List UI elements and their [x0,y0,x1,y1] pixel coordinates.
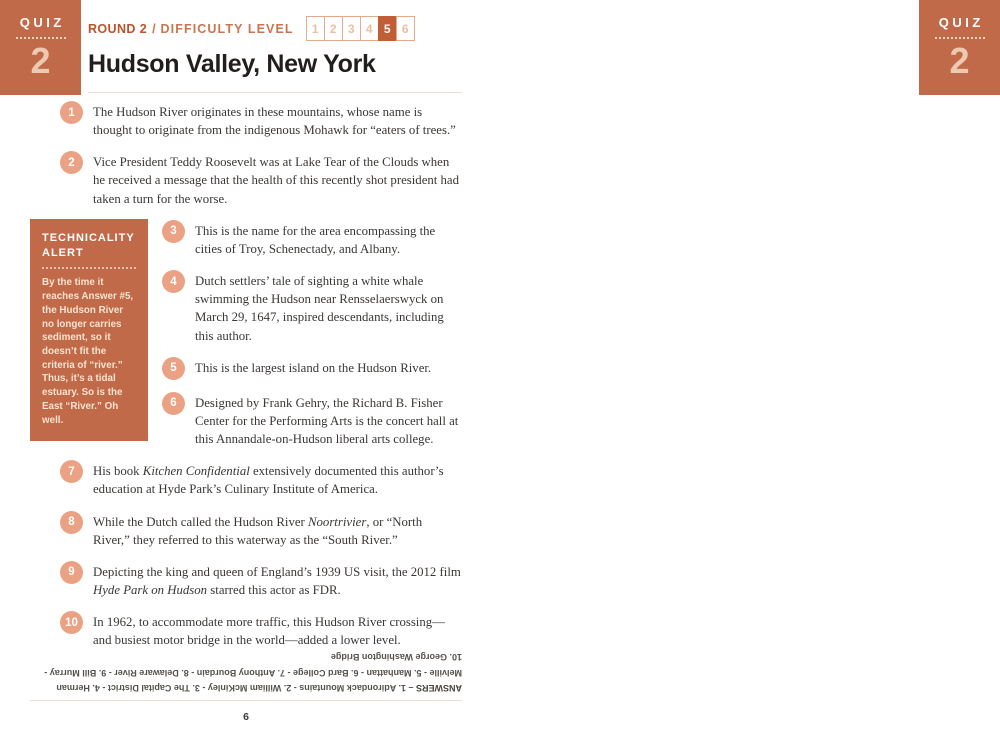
page-title: Hudson Valley, New York [88,50,376,78]
question-text: While the Dutch called the Hudson River Noortrivier, or “North River,” they referred to this waterway as the “South River.” [93,514,423,547]
question-number-badge: 4 [162,270,185,293]
question-4 [162,269,462,345]
question-number-badge: 3 [162,220,185,243]
round-line [88,16,462,41]
question-text: This is the name for the area encompassing the cities of Troy, Schenectady, and Albany. [195,223,436,256]
question-number-badge: 9 [60,561,83,584]
answers-block-upside-down [30,645,462,695]
quiz-number: 2 [30,40,51,82]
question-number-badge: 8 [60,511,83,534]
question-10 [60,610,462,649]
question-text: Designed by Frank Gehry, the Richard B. Fisher Center for the Performing Arts is the concert hall at this Annandale-on-Hudson liberal arts college. [195,395,459,447]
question-number-badge: 5 [162,357,185,380]
question-9 [60,560,462,599]
quiz-corner-tab [0,0,81,95]
question-text: This is the largest island on the Hudson River. [195,360,432,375]
info-box-body: By the time it reaches Answer #5, the Hudson River no longer carries sediment, so it doesn’t fit the criteria of “river.” Thus, it’s a tidal estuary. So is the East “River.” Oh well. [42,277,134,426]
question-1 [60,100,462,139]
question-text: Vice President Teddy Roosevelt was at Lake Tear of the Clouds when he received a message that the health of this recently shot president had taken a turn for the worse. [93,155,459,206]
question-text: His book Kitchen Confidential extensively documented this author’s education at Hyde Park’s Culinary Institute of America. [93,464,444,497]
book-page-right [500,0,1000,750]
difficulty-label: DIFFICULTY LEVEL [160,21,294,36]
quiz-label: QUIZ [938,15,984,31]
quiz-number: 2 [949,40,970,82]
question-text: Depicting the king and queen of England’s 1939 US visit, the 2012 film Hyde Park on Hudson starred this actor as FDR. [93,564,461,597]
round-label: ROUND 2 [88,21,148,36]
question-number-badge: 6 [162,392,185,415]
separator: / [152,21,156,36]
difficulty-level-5: 5 [378,16,397,41]
technicality-alert-box [30,219,148,441]
answers-label: ANSWERS [415,683,462,693]
question-text: Dutch settlers’ tale of sighting a white whale swimming the Hudson near Rensselaerswyck on March 29, 1647, inspired descendants, including this author. [195,274,444,343]
page-number: 6 [243,711,249,723]
question-5 [162,356,462,380]
dotted-divider [935,37,985,39]
question-3 [162,219,462,258]
difficulty-level-1: 1 [306,16,325,41]
question-2 [60,150,462,207]
question-8 [60,510,462,549]
questions-list [30,100,462,660]
answers-text: – 1. Adirondack Mountains - 2. William McKinley - 3. The Capital District - 4. Herman Melville - 5. Manhattan - 6. Bard College - 7. Anthony Bourdain - 8. Delaware River - 9. Bill Murray - 10. George Washington Bridge [44,652,462,693]
difficulty-level-4: 4 [360,16,379,41]
question-6 [162,391,462,448]
quiz-corner-tab [919,0,1000,95]
round-header [88,16,462,93]
quiz-label: QUIZ [19,15,65,31]
question-number-badge: 1 [60,101,83,124]
footer-rule [30,700,462,701]
info-box-title: TECHNICALITY ALERT [42,231,136,270]
question-number-badge: 7 [60,460,83,483]
difficulty-level-2: 2 [324,16,343,41]
question-text: The Hudson River originates in these mountains, whose name is thought to originate from the indigenous Mohawk for “eaters of trees.” [93,105,456,138]
difficulty-level-6: 6 [396,16,415,41]
dotted-divider [16,37,66,39]
difficulty-meter [307,16,415,41]
question-number-badge: 10 [60,611,83,634]
question-7 [60,459,462,498]
question-number-badge: 2 [60,151,83,174]
question-text: In 1962, to accommodate more traffic, this Hudson River crossing—and busiest motor bridge in the world—added a lower level. [93,615,445,648]
difficulty-level-3: 3 [342,16,361,41]
